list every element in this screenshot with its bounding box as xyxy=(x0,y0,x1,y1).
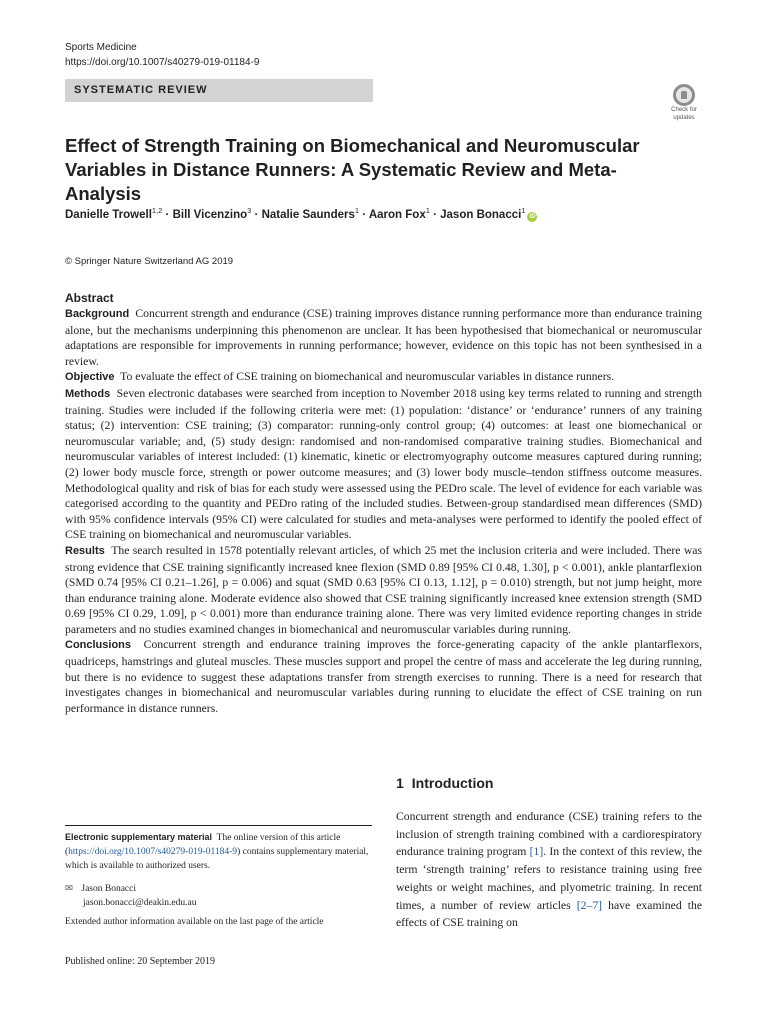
author-separator: · xyxy=(429,208,441,221)
citation-link[interactable]: [1] xyxy=(529,845,544,859)
body-text: Concurrent strength and endurance (CSE) training refers to the inclusion of strength training combined with a cardiorespiratory endurance training program xyxy=(396,810,702,859)
corresponding-author-email[interactable]: jason.bonacci@deakin.edu.au xyxy=(83,898,197,908)
abstract-conclusions xyxy=(65,637,702,716)
corresponding-author-name: Jason Bonacci xyxy=(81,884,136,894)
author-name[interactable]: Danielle Trowell xyxy=(65,208,152,221)
author-list xyxy=(65,203,705,223)
abstract-section-label: Results xyxy=(65,544,105,557)
abstract-section-text: Concurrent strength and endurance training improves the force-generating capacity of the ankle plantarflexors, quadriceps, hamstrings and gluteal muscles. These muscles support and propel the centre of mass and accelerate the leg during running, but there is no evidence to suggest these adaptations transfer from strength exercises to running. There is a need for research that investigates changes in biomechanical and neuromuscular variables during running to elucidate the effect of CSE training on run performance in distance runners. xyxy=(65,638,702,715)
check-for-updates-button[interactable] xyxy=(665,84,703,124)
doi-link[interactable]: https://doi.org/10.1007/s40279-019-01184-9 xyxy=(65,57,260,68)
author-name[interactable]: Jason Bonacci xyxy=(440,208,522,221)
esm-link[interactable]: https://doi.org/10.1007/s40279-019-01184-9 xyxy=(68,847,238,857)
author-name[interactable]: Natalie Saunders xyxy=(261,208,355,221)
author-affiliation: 1 xyxy=(521,206,526,215)
article-type-banner: SYSTEMATIC REVIEW xyxy=(65,79,373,102)
author-separator: · xyxy=(359,208,369,221)
envelope-icon: ✉ xyxy=(65,884,73,894)
abstract-section-label: Background xyxy=(65,308,130,320)
author-name[interactable]: Bill Vicenzino xyxy=(172,208,248,221)
author-affiliation: 1 xyxy=(425,206,430,215)
author-affiliation: 3 xyxy=(247,206,252,215)
author-name[interactable]: Aaron Fox xyxy=(368,208,426,221)
section-number: 1 xyxy=(396,775,404,791)
esm-text: The online version of this article ( xyxy=(65,833,341,857)
journal-name: Sports Medicine xyxy=(65,42,137,53)
abstract-section-text: The search resulted in 1578 potentially relevant articles, of which 25 met the inclusion criteria and were included. There was strong evidence that CSE training significantly increased knee flexion (SMD 0.89 [95% CI 0.48, 1.30], p < 0.001), ankle plantarflexion (SMD 0.74 [95% CI 0.21–1.26], p = 0.006) and squat (SMD 0.63 [95% CI 0.13, 1.12], p = 0.010) strength, but not jump height, more than endurance training alone. Moderate evidence also showed that CSE training significantly increased knee extension strength (SMD 0.69 [95% CI 0.29, 1.09], p < 0.001) more than endurance training alone. There was very limited evidence reporting changes in stride parameters and no studies examined changes in biomechanical and neuromuscular variables during running. xyxy=(65,543,702,636)
author-separator: · xyxy=(251,208,262,221)
abstract-body xyxy=(65,306,702,716)
copyright-notice: © Springer Nature Switzerland AG 2019 xyxy=(65,256,234,267)
abstract-section-label: Methods xyxy=(65,387,111,400)
author-affiliation: 1,2 xyxy=(151,206,163,215)
check-for-updates-label-line1: Check for xyxy=(671,107,697,113)
body-text: . In the context of this review, the term ‘strength training’ refers to resistance training using free weights or weight machines, and plyometric training. In recent times, a number of review articles xyxy=(396,845,702,912)
abstract-section-text: Concurrent strength and endurance (CSE) training improves distance running performance more than endurance training alone, but the mechanisms underpinning this phenomenon are unclear. It has been hypothesised that biomechanical or neuromuscular adaptations are responsible for improvements in running performance; however, evidence on this topic has not been synthesised in a review. xyxy=(65,307,702,368)
article-title: Effect of Strength Training on Biomechanical and Neuromuscular Variables in Distance Runners: A Systematic Review and Meta-Analysis xyxy=(65,135,640,204)
body-text: have examined the effects of CSE training on xyxy=(396,898,703,930)
check-for-updates-icon xyxy=(673,84,695,106)
citation-link[interactable]: [2–7] xyxy=(576,898,603,912)
introduction-paragraph xyxy=(396,808,702,932)
abstract-section-label: Conclusions xyxy=(65,639,132,652)
abstract-section-text: Seven electronic databases were searched from inception to November 2018 using key terms related to running and strength training. Studies were included if the following criteria were met: (1) population: ‘distance’ or ‘endurance’ runners of any training status; (2) intervention: CSE training; (3) comparator: running-only control group; (4) outcomes: at least one biomechanical or neuromuscular variable; and, (5) study design: randomised and non-randomised comparative training studies. Biomechanical and neuromuscular variables of interest included: (1) kinematic, kinetic or electromyography outcome measures captured during running; (2) lower body muscle force, strength or power outcome measures; and (3) lower body muscle–tendon stiffness outcome measures. Methodological quality and risk of bias for each study were assessed using the PEDro scale. The level of evidence for each variable was categorised according to the quantity and PEDro rating of the included studies. Between-group standardised mean differences (SMD) with 95% confidence intervals (95% CI) were calculated for studies and meta-analyses were performed to identify the pooled effect of CSE training on biomechanical and neuromuscular variables. xyxy=(65,386,702,542)
esm-text: ) contains supplementary material, which is available to authorized users. xyxy=(65,847,369,871)
section-title: Introduction xyxy=(411,775,494,791)
published-date: Published online: 20 September 2019 xyxy=(65,956,215,967)
introduction-body xyxy=(396,808,702,932)
supplementary-material-note xyxy=(65,830,372,873)
section-heading xyxy=(396,774,493,792)
abstract-results xyxy=(65,543,702,638)
esm-label: Electronic supplementary material xyxy=(65,832,213,842)
extended-author-info: Extended author information available on the last page of the article xyxy=(65,917,324,927)
check-for-updates-label-line2: updates xyxy=(673,115,695,121)
abstract-section-text: To evaluate the effect of CSE training on biomechanical and neuromuscular variables in distance runners. xyxy=(120,370,615,384)
orcid-icon[interactable]: iD xyxy=(529,213,536,220)
corresponding-author xyxy=(65,882,372,910)
author-separator: · xyxy=(162,208,173,221)
abstract-heading: Abstract xyxy=(65,291,114,305)
abstract-methods xyxy=(65,386,702,543)
abstract-objective xyxy=(65,369,702,386)
footnote-divider xyxy=(65,825,372,826)
abstract-background xyxy=(65,306,702,369)
abstract-section-label: Objective xyxy=(65,371,115,384)
author-affiliation: 1 xyxy=(354,206,360,215)
